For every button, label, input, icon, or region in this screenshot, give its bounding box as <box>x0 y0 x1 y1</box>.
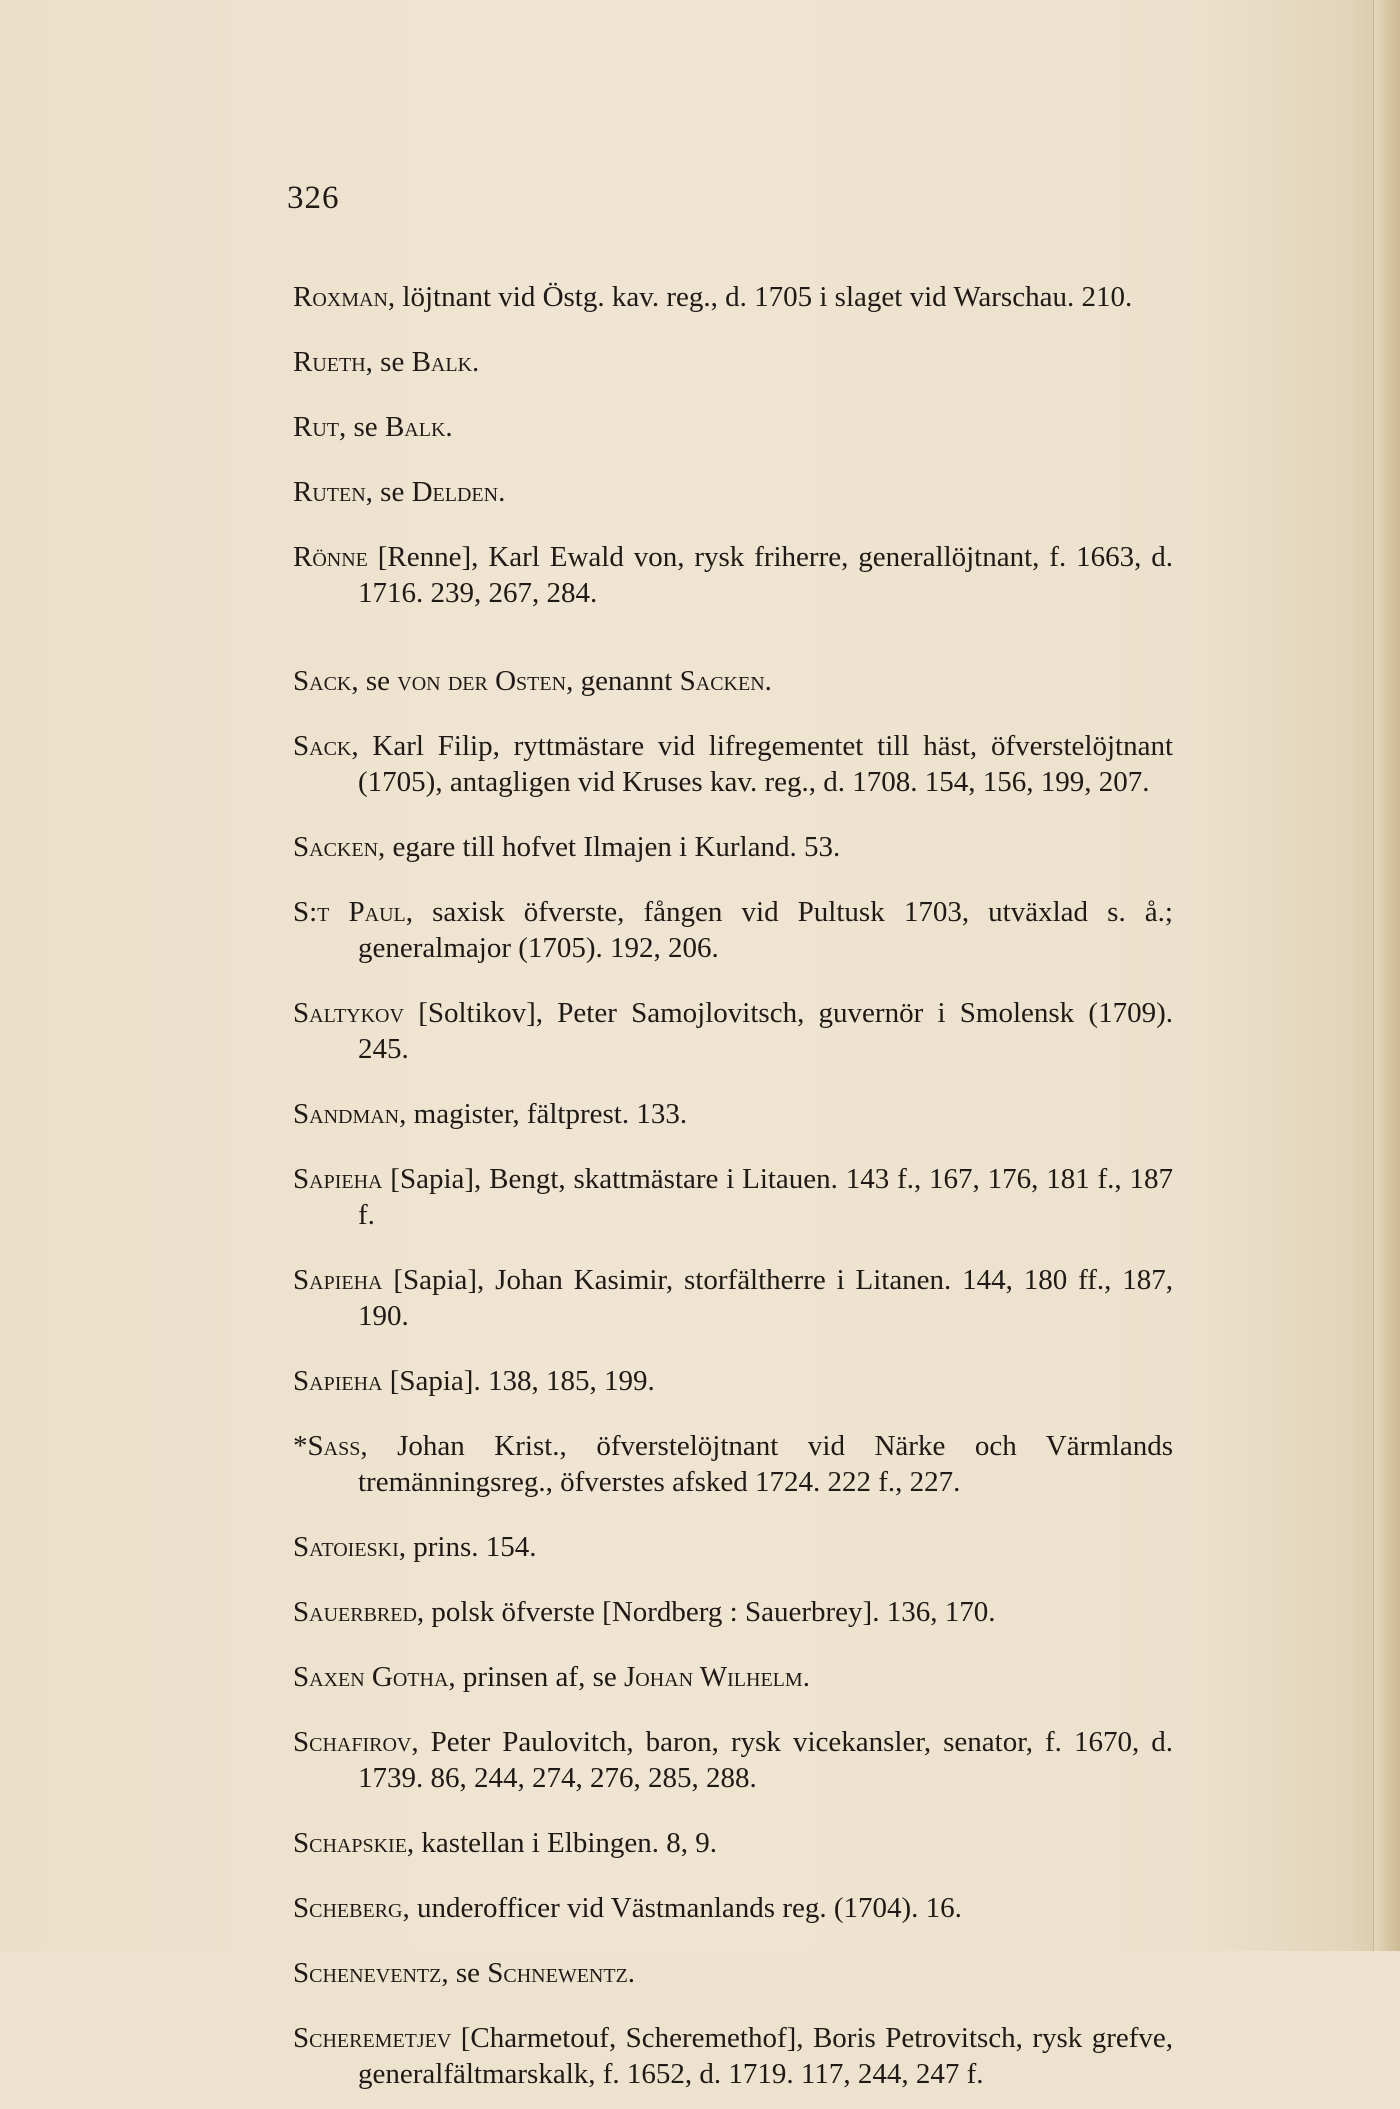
index-entry: Sandman, magister, fältprest. 133. <box>293 1098 688 1130</box>
index-entry: Rönne [Renne], Karl Ewald von, rysk friherre, generallöjtnant, f. 1663, d. 1716. 239, 267, 284. <box>293 541 1173 609</box>
entry-heading: Sacken <box>293 831 379 863</box>
entry-heading: Roxman <box>293 281 388 313</box>
index-entry: Ruten, se Delden. <box>293 476 506 508</box>
entry-heading: Rut <box>293 411 340 443</box>
index-entry: Rut, se Balk. <box>293 411 453 443</box>
entry-heading: Satoieski <box>293 1531 399 1563</box>
index-entry: Scheneventz, se Schnewentz. <box>293 1957 636 1989</box>
index-entry: Saltykov [Soltikov], Peter Samojlovitsch, guvernör i Smolensk (1709). 245. <box>293 997 1173 1065</box>
entry-heading: Schapskie <box>293 1827 407 1859</box>
page-number: 326 <box>287 180 340 216</box>
index-entry: Sack, Karl Filip, ryttmästare vid lifregementet till häst, öfverstelöjtnant (1705), antagligen vid Kruses kav. reg., d. 1708. 154, 156, 199, 207. <box>293 730 1173 798</box>
entry-heading: Schafirov <box>293 1726 412 1758</box>
index-entry: Sauerbred, polsk öfverste [Nordberg : Sauerbrey]. 136, 170. <box>293 1596 996 1628</box>
entry-heading: Sauerbred <box>293 1596 417 1628</box>
entry-heading: Sandman <box>293 1098 400 1130</box>
index-entry: Saxen Gotha, prinsen af, se Johan Wilhelm. <box>293 1661 810 1693</box>
entry-heading: Rueth <box>293 346 366 378</box>
index-entry: Scheremetjev [Charmetouf, Scheremethof], Boris Petrovitsch, rysk grefve, generalfältmarskalk, f. 1652, d. 1719. 117, 244, 247 f. <box>293 2022 1173 2090</box>
index-entry: *Sass, Johan Krist., öfverstelöjtnant vid Närke och Värmlands tremänningsreg., öfverstes afsked 1724. 222 f., 227. <box>293 1430 1173 1498</box>
index-entry: Sacken, egare till hofvet Ilmajen i Kurland. 53. <box>293 831 841 863</box>
entry-heading: Saltykov <box>293 997 404 1029</box>
entry-heading: Sapieha <box>293 1163 383 1195</box>
entry-heading: Scheberg <box>293 1892 403 1924</box>
page-edge <box>1373 0 1400 1951</box>
entry-heading: Sack <box>293 730 352 762</box>
index-entry: Sapieha [Sapia]. 138, 185, 199. <box>293 1365 655 1397</box>
index-entry: Schafirov, Peter Paulovitch, baron, rysk vicekansler, senator, f. 1670, d. 1739. 86, 244, 274, 276, 285, 288. <box>293 1726 1173 1794</box>
entry-heading: Sapieha <box>293 1264 383 1296</box>
index-entry: Sapieha [Sapia], Bengt, skattmästare i Litauen. 143 f., 167, 176, 181 f., 187 f. <box>293 1163 1173 1231</box>
index-entry: Sapieha [Sapia], Johan Kasimir, storfältherre i Litanen. 144, 180 ff., 187, 190. <box>293 1264 1173 1332</box>
index-entry: Satoieski, prins. 154. <box>293 1531 537 1563</box>
entry-heading: Scheneventz <box>293 1957 442 1989</box>
entry-heading: Rönne <box>293 541 368 573</box>
entry-heading: Scheremetjev <box>293 2022 452 2054</box>
entry-heading: Sapieha <box>293 1365 383 1397</box>
entry-heading: Sack <box>293 665 352 697</box>
entry-heading: Sass <box>307 1430 361 1462</box>
index-entry: Schapskie, kastellan i Elbingen. 8, 9. <box>293 1827 718 1859</box>
entry-heading: Saxen Gotha <box>293 1661 449 1693</box>
index-entries <box>293 250 1173 2109</box>
index-entry: Scheberg, underofficer vid Västmanlands reg. (1704). 16. <box>293 1892 962 1924</box>
index-entry: S:t Paul, saxisk öfverste, fången vid Pultusk 1703, utväxlad s. å.; generalmajor (1705). 192, 206. <box>293 896 1173 964</box>
index-entry: Sack, se von der Osten, genannt Sacken. <box>293 665 772 697</box>
entry-heading: S:t Paul <box>293 896 406 928</box>
index-entry: Rueth, se Balk. <box>293 346 480 378</box>
index-entry: Roxman, löjtnant vid Östg. kav. reg., d. 1705 i slaget vid Warschau. 210. <box>293 281 1133 313</box>
entry-heading: Ruten <box>293 476 366 508</box>
